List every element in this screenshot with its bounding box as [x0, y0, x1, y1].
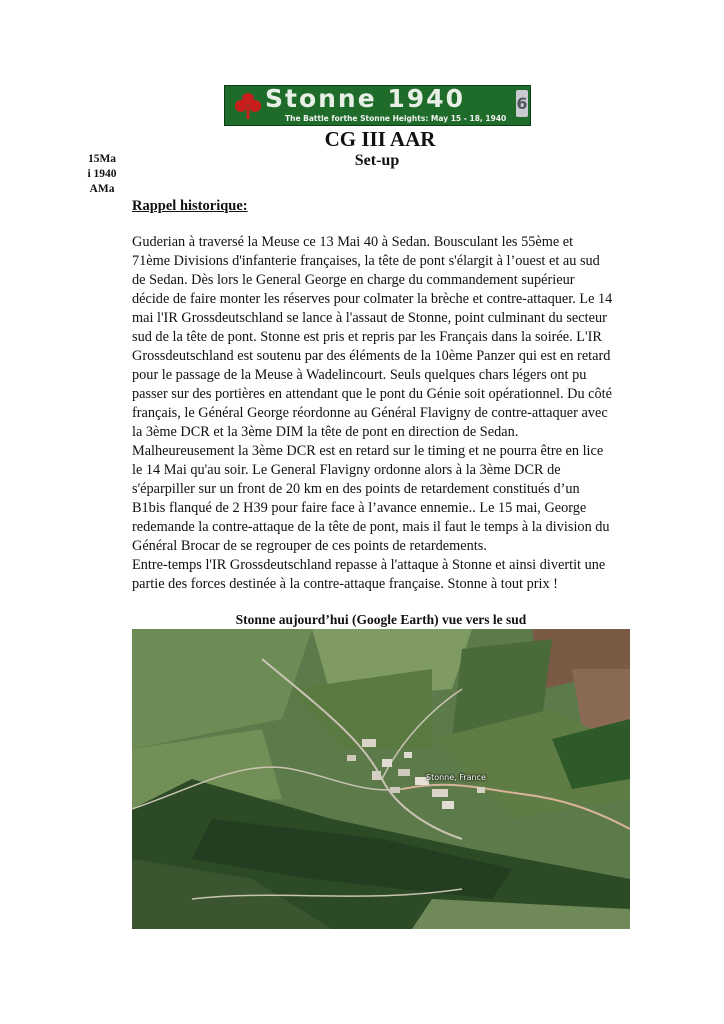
page-subtitle: Set-up: [354, 152, 400, 169]
banner-subtitle: The Battle forthe Stonne Heights: May 15 - 18, 1940: [285, 114, 507, 123]
body-line: passer sur des portières en attendant que le pont du Génie soit opérationnel. Du côté: [132, 386, 612, 402]
body-line: B1bis flanqué de 2 H39 pour faire face à l’avance ennemie.. Le 15 mai, George: [132, 500, 587, 516]
banner-badge: 6: [516, 90, 528, 117]
body-line: 71ème Divisions d'infanterie françaises, la tête de pont s'élargit à l’ouest et au sud: [132, 253, 600, 269]
place-label: Stonne, France: [426, 773, 486, 782]
body-line: Malheureusement la 3ème DCR est en retard sur le timing et ne pourra être en lice: [132, 443, 604, 459]
page-title: CG III AAR: [324, 127, 436, 151]
body-line: Général Brocar de se regrouper de ces points de retardements.: [132, 538, 487, 554]
body-line: Grossdeutschland est soutenu par des éléments de la 10ème Panzer qui est en retard: [132, 348, 611, 364]
clover-icon: [233, 91, 263, 121]
body-line: sud de la tête de pont. Stonne est pris et repris par les Français dans la soirée. L'IR: [132, 329, 602, 345]
body-line: Guderian à traversé la Meuse ce 13 Mai 40 à Sedan. Bousculant les 55ème et: [132, 234, 574, 250]
body-line: décide de faire monter les réserves pour colmater la brèche et contre-attaquer. Le 14: [132, 291, 613, 307]
body-line: partie des forces destinée à la contre-attaque française. Stonne à tout prix !: [132, 576, 558, 592]
section-heading: Rappel historique:: [132, 198, 248, 214]
side-note: [80, 152, 124, 197]
body-line: redemande la contre-attaque de la tête de pont, mais il faut le temps à la division du: [132, 519, 610, 535]
aerial-photo-drawing: [132, 629, 630, 929]
body-text: [132, 233, 632, 594]
photo-caption: Stonne aujourd’hui (Google Earth) vue vers le sud: [235, 612, 527, 627]
side-note-line: 15Ma: [87, 153, 117, 165]
body-line: pour le passage de la Meuse à Wadelincourt. Seuls quelques chars légers ont pu: [132, 367, 587, 383]
body-line: mai l'IR Grossdeutschland se lance à l'assaut de Stonne, point culminant du secteur: [132, 310, 607, 326]
body-line: français, le Général George réordonne au Général Flavigny de contre-attaquer avec: [132, 405, 608, 421]
body-line: Entre-temps l'IR Grossdeutschland repasse à l'attaque à Stonne et ainsi divertit une: [132, 557, 606, 573]
side-note-line: AMa: [89, 183, 115, 195]
stonne-1940-banner: [224, 85, 531, 126]
banner-title: Stonne 1940: [265, 85, 465, 113]
side-note-line: i 1940: [87, 168, 117, 180]
body-line: de Sedan. Dès lors le General George en charge du commandement supérieur: [132, 272, 575, 288]
body-line: la 3ème DCR et la 3ème DIM la tête de pont en direction de Sedan.: [132, 424, 519, 440]
aerial-photo: [132, 629, 630, 929]
body-line: le 14 Mai qu'au soir. Le General Flavigny ordonne alors à la 3ème DCR de: [132, 462, 561, 478]
body-line: s'éparpiller sur un front de 20 km en des points de retardement constitués d’un: [132, 481, 580, 497]
